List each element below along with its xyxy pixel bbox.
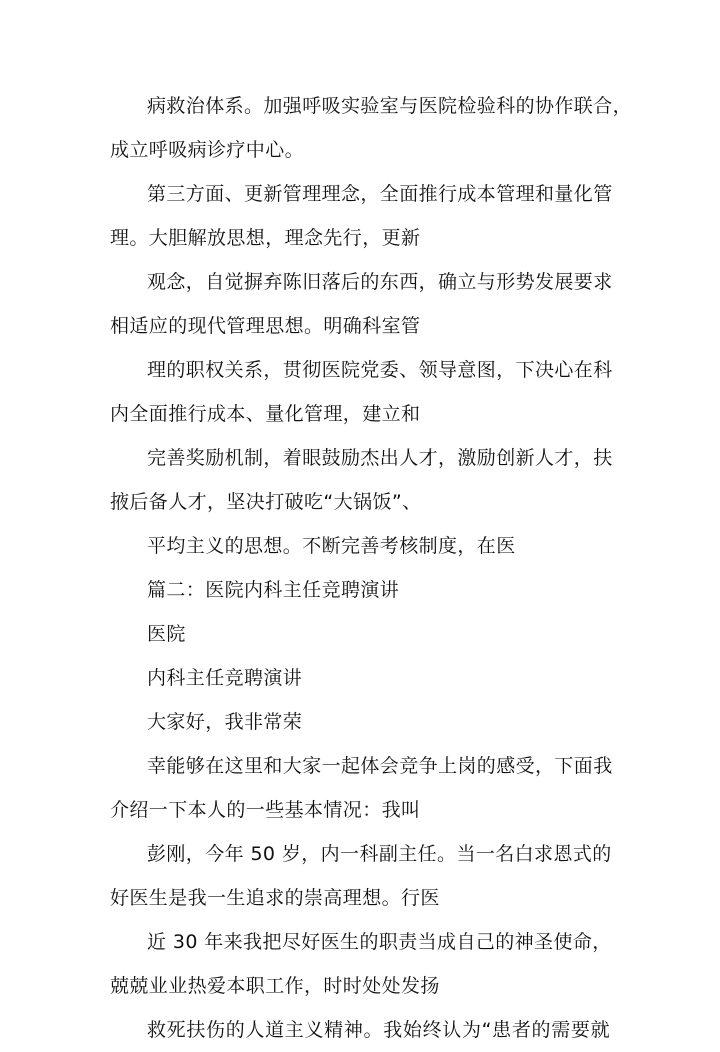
text-line: 好医生是我一生追求的崇高理想。行医 xyxy=(110,887,440,909)
text-line: 第三方面、更新管理理念，全面推行成本管理和量化管 xyxy=(147,183,613,205)
section-heading: 篇二：医院内科主任竞聘演讲 xyxy=(147,579,400,601)
text-line: 平均主义的思想。不断完善考核制度，在医 xyxy=(147,535,516,557)
text-line: 成立呼吸病诊疗中心。 xyxy=(110,139,305,161)
text-line: 完善奖励机制，着眼鼓励杰出人才，激励创新人才，扶 xyxy=(147,447,613,469)
text-line: 大家好，我非常荣 xyxy=(147,711,303,733)
text-line: 理。大胆解放思想，理念先行，更新 xyxy=(110,227,421,249)
text-line: 理的职权关系，贯彻医院党委、领导意图，下决心在科 xyxy=(147,359,613,381)
text-line: 内全面推行成本、量化管理，建立和 xyxy=(110,403,421,425)
text-line: 医院 xyxy=(147,623,186,645)
text-line: 内科主任竞聘演讲 xyxy=(147,667,303,689)
text-line: 病救治体系。加强呼吸实验室与医院检验科的协作联合， xyxy=(147,95,633,117)
text-line: 相适应的现代管理思想。明确科室管 xyxy=(110,315,421,337)
text-line: 介绍一下本人的一些基本情况：我叫 xyxy=(110,799,421,821)
text-line: 救死扶伤的人道主义精神。我始终认为“患者的需要就 xyxy=(147,1019,610,1041)
text-line: 观念，自觉摒弃陈旧落后的东西，确立与形势发展要求 xyxy=(147,271,613,293)
text-line: 近 30 年来我把尽好医生的职责当成自己的神圣使命， xyxy=(147,931,612,953)
text-line: 掖后备人才，坚决打破吃“大锅饭”、 xyxy=(110,491,422,513)
text-line: 兢兢业业热爱本职工作，时时处处发扬 xyxy=(110,975,440,997)
text-line: 彭刚，今年 50 岁，内一科副主任。当一名白求恩式的 xyxy=(147,843,612,865)
document-body xyxy=(110,84,633,1052)
text-line: 幸能够在这里和大家一起体会竞争上岗的感受，下面我 xyxy=(147,755,613,777)
